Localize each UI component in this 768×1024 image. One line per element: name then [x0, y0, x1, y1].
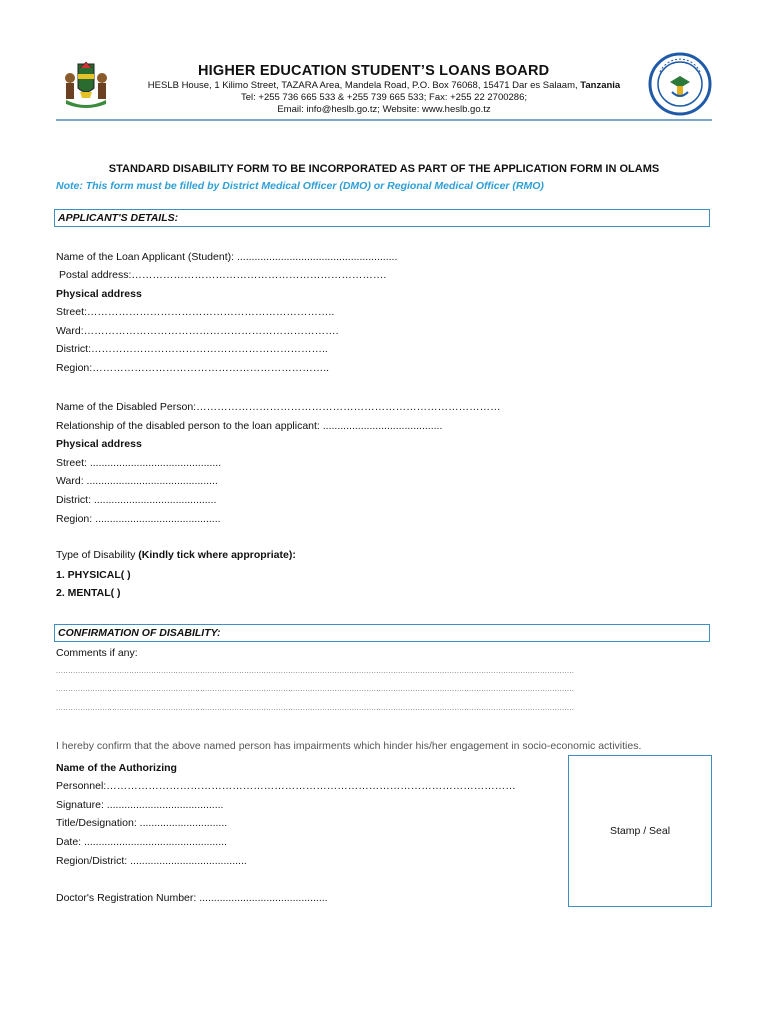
applicant-physical-heading: Physical address: [56, 288, 142, 300]
board-title: HIGHER EDUCATION STUDENT’S LOANS BOARD: [198, 63, 550, 79]
disability-type-instruction: (Kindly tick where appropriate):: [138, 549, 296, 561]
applicant-ward-field[interactable]: Ward:……………………………………………………………….: [56, 325, 339, 337]
relationship-field[interactable]: Relationship of the disabled person to the loan applicant: .........................................: [56, 420, 443, 432]
form-note: Note: This form must be filled by District Medical Officer (DMO) or Regional Medical Officer (RMO): [56, 180, 544, 192]
comment-line-1[interactable]: ....................................................................................................................................................................................................................: [56, 668, 575, 675]
disabled-district-field[interactable]: District: ..........................................: [56, 494, 217, 506]
personnel-field[interactable]: Personnel:………………………………………………………………………………………………………: [56, 780, 516, 792]
confirmation-section-title: CONFIRMATION OF DISABILITY:: [58, 627, 221, 639]
applicant-region-field[interactable]: Region:…………………………………………………………..: [56, 362, 330, 374]
physical-option-checkbox[interactable]: 1. PHYSICAL( ): [56, 569, 131, 581]
authorizing-label: Name of the Authorizing: [56, 762, 177, 774]
header-address: [100, 80, 668, 91]
loan-applicant-name-field[interactable]: Name of the Loan Applicant (Student): .......................................................: [56, 251, 398, 263]
confirmation-header: [54, 624, 710, 642]
confirmation-statement: I hereby confirm that the above named person has impairments which hinder his/her engagement in socio-economic activities.: [56, 740, 642, 752]
disability-type-line: [56, 549, 296, 561]
stamp-seal-label: Stamp / Seal: [609, 825, 671, 837]
form-title: STANDARD DISABILITY FORM TO BE INCORPORATED AS PART OF THE APPLICATION FORM IN OLAMS: [108, 163, 660, 175]
disabled-physical-heading: Physical address: [56, 438, 142, 450]
disabled-region-field[interactable]: Region: ...........................................: [56, 513, 221, 525]
disability-type-label: Type of Disability: [56, 549, 136, 561]
comments-label: Comments if any:: [56, 647, 138, 659]
header-divider: [56, 119, 712, 121]
mental-option-checkbox[interactable]: 2. MENTAL( ): [56, 587, 121, 599]
signature-field[interactable]: Signature: ........................................: [56, 799, 224, 811]
applicant-section-title: APPLICANT'S DETAILS:: [58, 212, 179, 224]
disabled-street-field[interactable]: Street: .............................................: [56, 457, 222, 469]
country-text: Tanzania: [580, 80, 621, 91]
region-district-field[interactable]: Region/District: ........................................: [56, 855, 247, 867]
address-text: HESLB House, 1 Kilimo Street, TAZARA Area, Mandela Road, P.O. Box 76068, 15471 Dar es Salaam,: [147, 80, 578, 91]
comment-line-3[interactable]: ....................................................................................................................................................................................................................: [56, 705, 575, 712]
applicant-street-field[interactable]: Street:……………………………………………………………..: [56, 306, 335, 318]
comment-line-2[interactable]: ....................................................................................................................................................................................................................: [56, 686, 575, 693]
header-contact: Email: info@heslb.go.tz; Website: www.heslb.go.tz: [277, 104, 491, 115]
title-designation-field[interactable]: Title/Designation: ..............................: [56, 817, 228, 829]
stamp-seal-box: [568, 755, 712, 907]
disabled-ward-field[interactable]: Ward: .............................................: [56, 475, 218, 487]
applicant-district-field[interactable]: District:…………………………………………………………..: [56, 343, 328, 355]
date-field[interactable]: Date: .................................................: [56, 836, 227, 848]
header-phone: Tel: +255 736 665 533 & +255 739 665 533; Fax: +255 22 2700286;: [240, 92, 528, 103]
applicant-details-header: [54, 209, 710, 227]
disabled-person-name-field[interactable]: Name of the Disabled Person:……………………………………………………………………………: [56, 401, 501, 413]
applicant-postal-field[interactable]: Postal address:……………………………………………………………….: [59, 269, 387, 281]
doctor-registration-field[interactable]: Doctor's Registration Number: ............................................: [56, 892, 328, 904]
heslb-logo: [648, 52, 712, 116]
